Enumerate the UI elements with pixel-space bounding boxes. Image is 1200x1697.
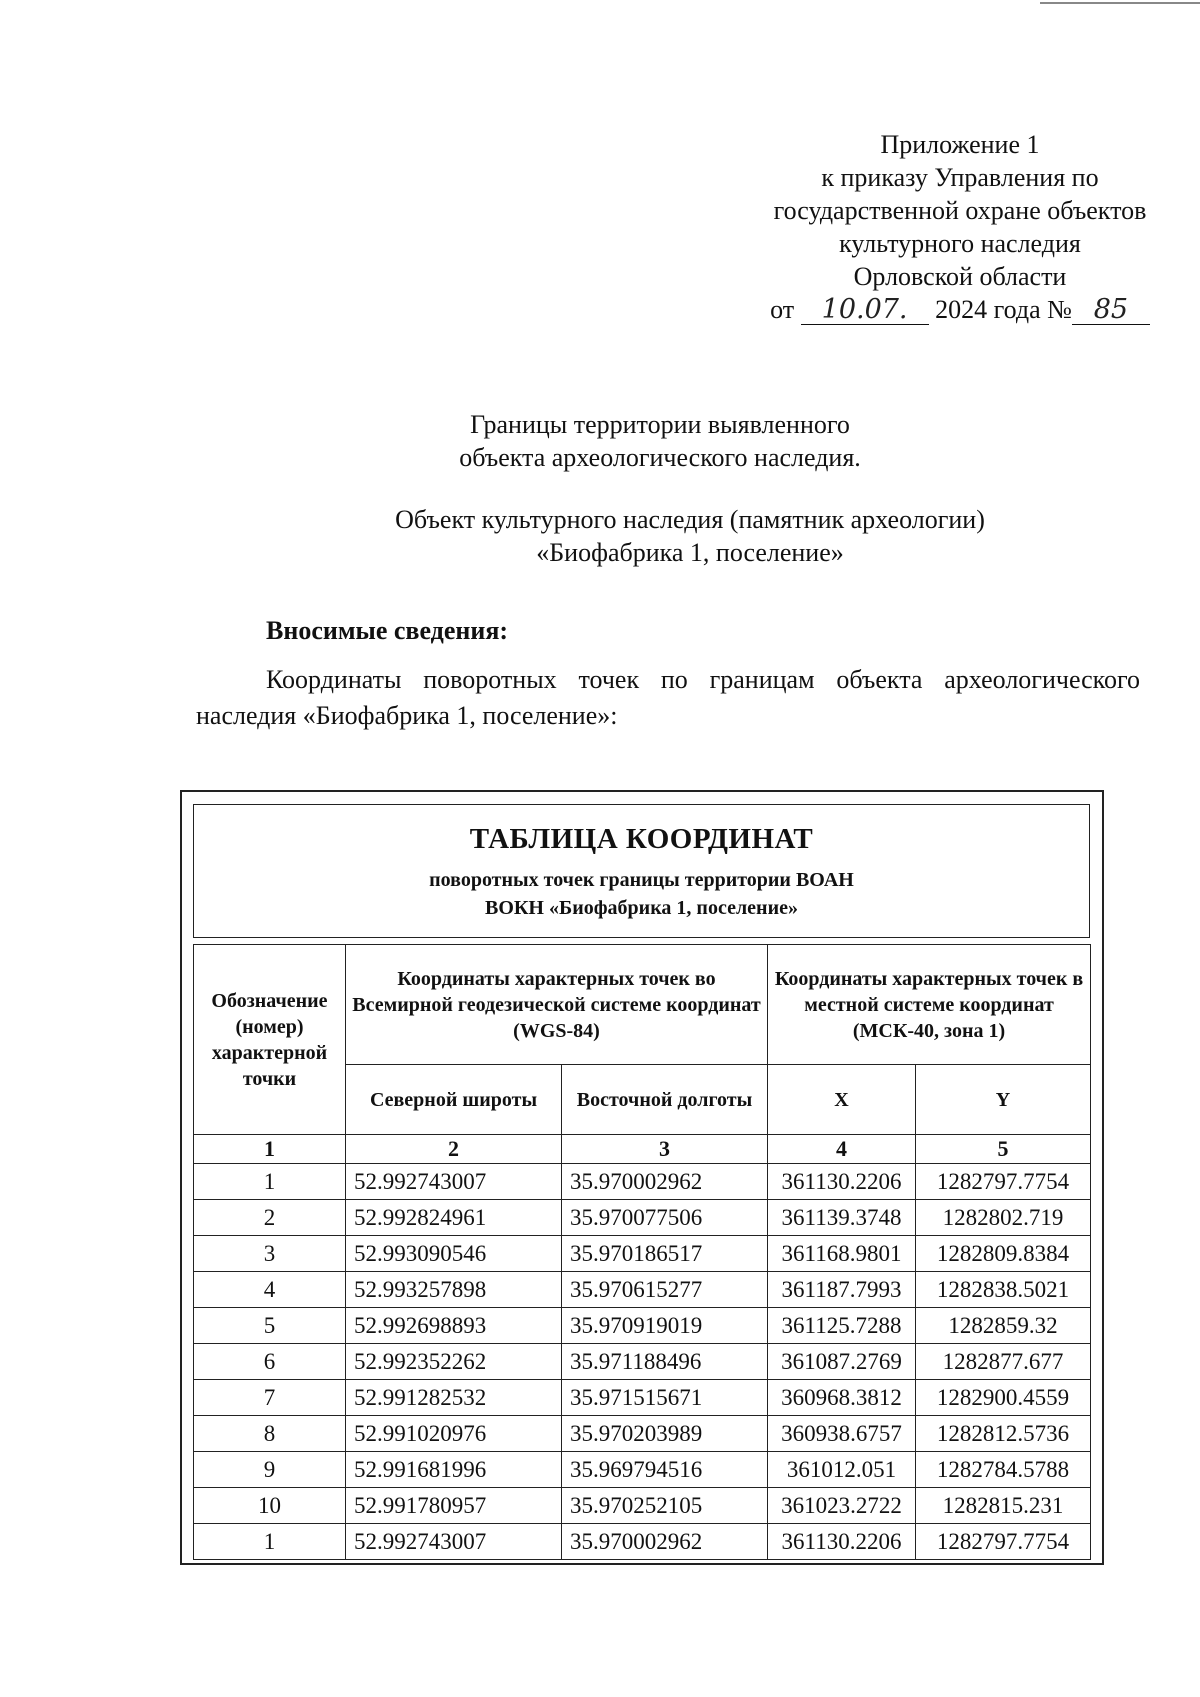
cell-y: 1282900.4559 bbox=[916, 1380, 1091, 1416]
cell-latitude: 52.993090546 bbox=[346, 1236, 562, 1272]
table-title: ТАБЛИЦА КООРДИНАТ bbox=[469, 823, 814, 855]
cell-x: 361130.2206 bbox=[768, 1524, 916, 1560]
header-wgs: Координаты характерных точек во Всемирной геодезической системе координат (WGS-84) bbox=[346, 945, 768, 1065]
column-number: 2 bbox=[346, 1135, 562, 1164]
column-number-row bbox=[194, 1135, 1091, 1164]
cell-point-number: 2 bbox=[194, 1200, 346, 1236]
cell-x: 361087.2769 bbox=[768, 1344, 916, 1380]
cell-y: 1282812.5736 bbox=[916, 1416, 1091, 1452]
table-row bbox=[194, 1416, 1091, 1452]
cell-longitude: 35.969794516 bbox=[562, 1452, 768, 1488]
cell-point-number: 1 bbox=[194, 1524, 346, 1560]
cell-x: 361130.2206 bbox=[768, 1164, 916, 1200]
year-text: 2024 года № bbox=[935, 295, 1072, 324]
cell-point-number: 3 bbox=[194, 1236, 346, 1272]
table-row bbox=[194, 1164, 1091, 1200]
table-row bbox=[194, 1308, 1091, 1344]
cell-latitude: 52.991282532 bbox=[346, 1380, 562, 1416]
cell-longitude: 35.970077506 bbox=[562, 1200, 768, 1236]
header-point: Обозначение (номер) характерной точки bbox=[194, 945, 346, 1135]
title-line: Границы территории выявленного bbox=[470, 410, 850, 439]
header-msk: Координаты характерных точек в местной системе координат (МСК-40, зона 1) bbox=[768, 945, 1091, 1065]
table-row bbox=[194, 1380, 1091, 1416]
cell-point-number: 5 bbox=[194, 1308, 346, 1344]
object-title-line: Объект культурного наследия (памятник археологии) bbox=[395, 505, 985, 534]
cell-x: 361139.3748 bbox=[768, 1200, 916, 1236]
cell-y: 1282797.7754 bbox=[916, 1164, 1091, 1200]
handwritten-order-number: 85 bbox=[1072, 296, 1150, 325]
table-subtitle-line: ВОКН «Биофабрика 1, поселение» bbox=[485, 897, 798, 919]
cell-latitude: 52.991020976 bbox=[346, 1416, 562, 1452]
cell-longitude: 35.970919019 bbox=[562, 1308, 768, 1344]
cell-latitude: 52.992743007 bbox=[346, 1164, 562, 1200]
cell-longitude: 35.970615277 bbox=[562, 1272, 768, 1308]
table-row bbox=[194, 1452, 1091, 1488]
coordinates-table bbox=[193, 944, 1091, 1560]
cell-latitude: 52.992352262 bbox=[346, 1344, 562, 1380]
appendix-line: культурного наследия bbox=[839, 229, 1081, 258]
cell-x: 361023.2722 bbox=[768, 1488, 916, 1524]
cell-longitude: 35.970002962 bbox=[562, 1164, 768, 1200]
appendix-line: Приложение 1 bbox=[880, 130, 1040, 159]
cell-longitude: 35.970186517 bbox=[562, 1236, 768, 1272]
cell-latitude: 52.993257898 bbox=[346, 1272, 562, 1308]
cell-y: 1282802.719 bbox=[916, 1200, 1091, 1236]
table-row bbox=[194, 1524, 1091, 1560]
cell-point-number: 7 bbox=[194, 1380, 346, 1416]
appendix-line: государственной охране объектов bbox=[773, 196, 1147, 225]
cell-latitude: 52.992743007 bbox=[346, 1524, 562, 1560]
cell-x: 361125.7288 bbox=[768, 1308, 916, 1344]
cell-x: 361187.7993 bbox=[768, 1272, 916, 1308]
cell-x: 361168.9801 bbox=[768, 1236, 916, 1272]
cell-y: 1282859.32 bbox=[916, 1308, 1091, 1344]
column-number: 5 bbox=[916, 1135, 1091, 1164]
column-number: 4 bbox=[768, 1135, 916, 1164]
cell-longitude: 35.970252105 bbox=[562, 1488, 768, 1524]
cell-point-number: 9 bbox=[194, 1452, 346, 1488]
top-edge-line bbox=[1040, 2, 1200, 4]
cell-y: 1282797.7754 bbox=[916, 1524, 1091, 1560]
title-line: объекта археологического наследия. bbox=[459, 443, 861, 472]
table-subtitle bbox=[194, 866, 1089, 922]
cell-y: 1282815.231 bbox=[916, 1488, 1091, 1524]
appendix-block bbox=[740, 128, 1180, 326]
header-y: Y bbox=[916, 1065, 1091, 1135]
header-lat: Северной широты bbox=[346, 1065, 562, 1135]
column-number: 1 bbox=[194, 1135, 346, 1164]
table-row bbox=[194, 1200, 1091, 1236]
cell-x: 360968.3812 bbox=[768, 1380, 916, 1416]
cell-x: 361012.051 bbox=[768, 1452, 916, 1488]
table-row bbox=[194, 1236, 1091, 1272]
date-prefix: от bbox=[770, 295, 795, 324]
cell-y: 1282877.677 bbox=[916, 1344, 1091, 1380]
table-row bbox=[194, 1344, 1091, 1380]
column-number: 3 bbox=[562, 1135, 768, 1164]
cell-latitude: 52.992698893 bbox=[346, 1308, 562, 1344]
table-row bbox=[194, 1272, 1091, 1308]
cell-longitude: 35.971188496 bbox=[562, 1344, 768, 1380]
cell-longitude: 35.970002962 bbox=[562, 1524, 768, 1560]
description-paragraph: Координаты поворотных точек по границам объекта археологического наследия «Биофабрика 1, поселение»: bbox=[196, 665, 1140, 730]
cell-y: 1282838.5021 bbox=[916, 1272, 1091, 1308]
cell-latitude: 52.991780957 bbox=[346, 1488, 562, 1524]
order-date-line bbox=[740, 293, 1180, 326]
cell-point-number: 8 bbox=[194, 1416, 346, 1452]
cell-point-number: 4 bbox=[194, 1272, 346, 1308]
cell-point-number: 1 bbox=[194, 1164, 346, 1200]
table-subtitle-line: поворотных точек границы территории ВОАН bbox=[429, 869, 854, 891]
cell-latitude: 52.991681996 bbox=[346, 1452, 562, 1488]
object-title bbox=[330, 503, 1050, 569]
section-heading: Вносимые сведения: bbox=[266, 616, 509, 645]
cell-longitude: 35.971515671 bbox=[562, 1380, 768, 1416]
cell-y: 1282809.8384 bbox=[916, 1236, 1091, 1272]
header-lon: Восточной долготы bbox=[562, 1065, 768, 1135]
document-title bbox=[400, 408, 920, 474]
header-x: X bbox=[768, 1065, 916, 1135]
object-name: «Биофабрика 1, поселение» bbox=[536, 538, 844, 567]
cell-longitude: 35.970203989 bbox=[562, 1416, 768, 1452]
cell-x: 360938.6757 bbox=[768, 1416, 916, 1452]
table-row bbox=[194, 1488, 1091, 1524]
cell-latitude: 52.992824961 bbox=[346, 1200, 562, 1236]
handwritten-date: 10.07. bbox=[801, 296, 929, 325]
cell-point-number: 6 bbox=[194, 1344, 346, 1380]
table-title-box bbox=[193, 804, 1090, 938]
appendix-line: Орловской области bbox=[853, 262, 1067, 291]
cell-point-number: 10 bbox=[194, 1488, 346, 1524]
cell-y: 1282784.5788 bbox=[916, 1452, 1091, 1488]
appendix-line: к приказу Управления по bbox=[821, 163, 1099, 192]
